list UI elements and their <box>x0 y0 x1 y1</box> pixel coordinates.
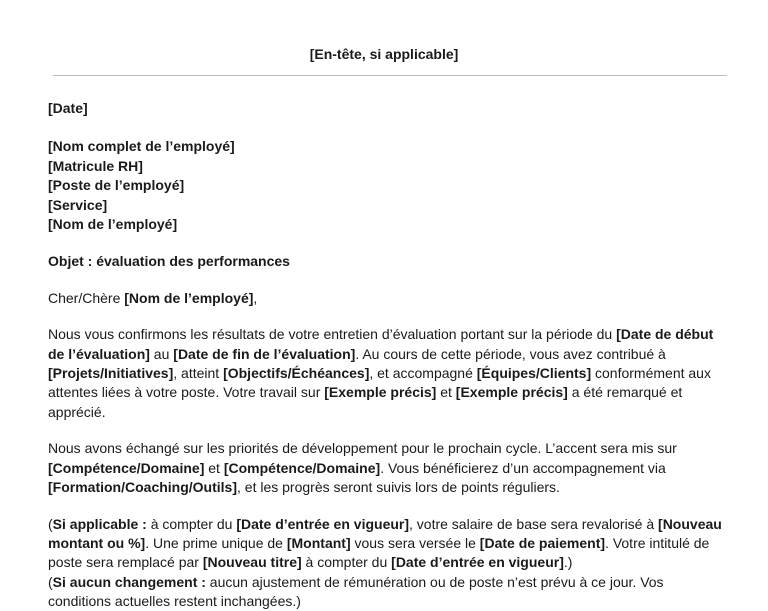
text-segment: , et accompagné <box>369 365 477 382</box>
text-segment: conformément aux attentes liées à votre poste. Votre travail sur <box>48 365 711 401</box>
letter-date: [Date] <box>48 100 88 116</box>
placeholder-example-2: [Exemple précis] <box>455 384 568 401</box>
text-segment: Nous vous confirmons les résultats de votre entretien d’évaluation portant sur la période du <box>48 326 617 343</box>
greeting-prefix: Cher/Chère <box>48 289 125 306</box>
placeholder-objectives: [Objectifs/Échéances] <box>223 365 370 382</box>
text-segment: et <box>204 459 224 476</box>
text-segment: à compter du <box>146 515 237 532</box>
label-no-change: Si aucun changement : <box>52 573 206 590</box>
address-line-hr-id: [Matricule RH] <box>48 157 143 174</box>
placeholder-example-1: [Exemple précis] <box>324 384 437 401</box>
text-segment: , et les progrès seront suivis lors de points réguliers. <box>237 479 560 496</box>
placeholder-skill-2: [Compétence/Domaine] <box>223 459 381 476</box>
paragraph-development <box>48 439 728 497</box>
text-segment: et <box>436 384 456 401</box>
conditional-section <box>48 515 728 611</box>
placeholder-projects: [Projets/Initiatives] <box>48 365 174 382</box>
text-segment: . Votre intitulé de poste sera remplacé par <box>48 534 710 571</box>
placeholder-effective-date: [Date d’entrée en vigueur] <box>236 515 410 532</box>
text-segment: , votre salaire de base sera revalorisé à <box>409 515 659 532</box>
text-segment: ( <box>48 515 53 532</box>
greeting-name: [Nom de l’employé] <box>124 289 254 306</box>
placeholder-new-title: [Nouveau titre] <box>202 554 302 571</box>
text-segment: au <box>149 345 174 362</box>
placeholder-end-date: [Date de fin de l’évaluation] <box>173 345 356 362</box>
placeholder-new-amount: [Nouveau montant ou %] <box>48 515 722 551</box>
text-segment: vous sera versée le <box>350 534 480 551</box>
header-divider <box>53 75 727 76</box>
placeholder-effective-date-2: [Date d’entrée en vigueur] <box>391 554 564 571</box>
address-line-position: [Poste de l’employé] <box>48 177 185 194</box>
address-line-name: [Nom de l’employé] <box>48 216 178 233</box>
text-segment: ( <box>48 573 53 590</box>
text-segment: , atteint <box>173 365 224 382</box>
text-segment: . Au cours de cette période, vous avez contribué à <box>355 345 666 362</box>
placeholder-training: [Formation/Coaching/Outils] <box>48 479 237 496</box>
paragraph-no-change <box>48 573 728 611</box>
placeholder-amount: [Montant] <box>286 534 351 551</box>
letter-greeting <box>48 289 728 308</box>
paragraph-evaluation-results <box>48 325 728 422</box>
text-segment: . Une prime unique de <box>145 534 287 551</box>
text-segment: . Vous bénéficierez d’un accompagnement via <box>380 459 666 476</box>
placeholder-payment-date: [Date de paiement] <box>479 534 606 551</box>
text-segment: aucun ajustement de rémunération ou de poste n’est prévu à ce jour. Vos conditions actuelles restent inchangées.) <box>48 573 664 610</box>
placeholder-skill-1: [Compétence/Domaine] <box>48 459 205 476</box>
text-segment: a été remarqué et apprécié. <box>48 384 683 420</box>
paragraph-if-applicable <box>48 515 728 573</box>
placeholder-teams: [Équipes/Clients] <box>476 365 592 382</box>
letter-header: [En-tête, si applicable] <box>309 46 459 62</box>
letter-body <box>48 99 728 611</box>
address-line-department: [Service] <box>48 196 108 213</box>
text-segment: .) <box>563 554 573 571</box>
address-line-full-name: [Nom complet de l’employé] <box>48 138 235 155</box>
text-segment: Nous avons échangé sur les priorités de développement pour le prochain cycle. L’accent sera mis sur <box>48 440 677 457</box>
greeting-suffix: , <box>253 289 258 306</box>
placeholder-start-date: [Date de début de l’évaluation] <box>48 326 714 362</box>
text-segment: à compter du <box>301 554 392 571</box>
letter-subject: Objet : évaluation des performances <box>48 253 290 270</box>
label-if-applicable: Si applicable : <box>52 515 147 532</box>
recipient-address <box>48 137 728 234</box>
